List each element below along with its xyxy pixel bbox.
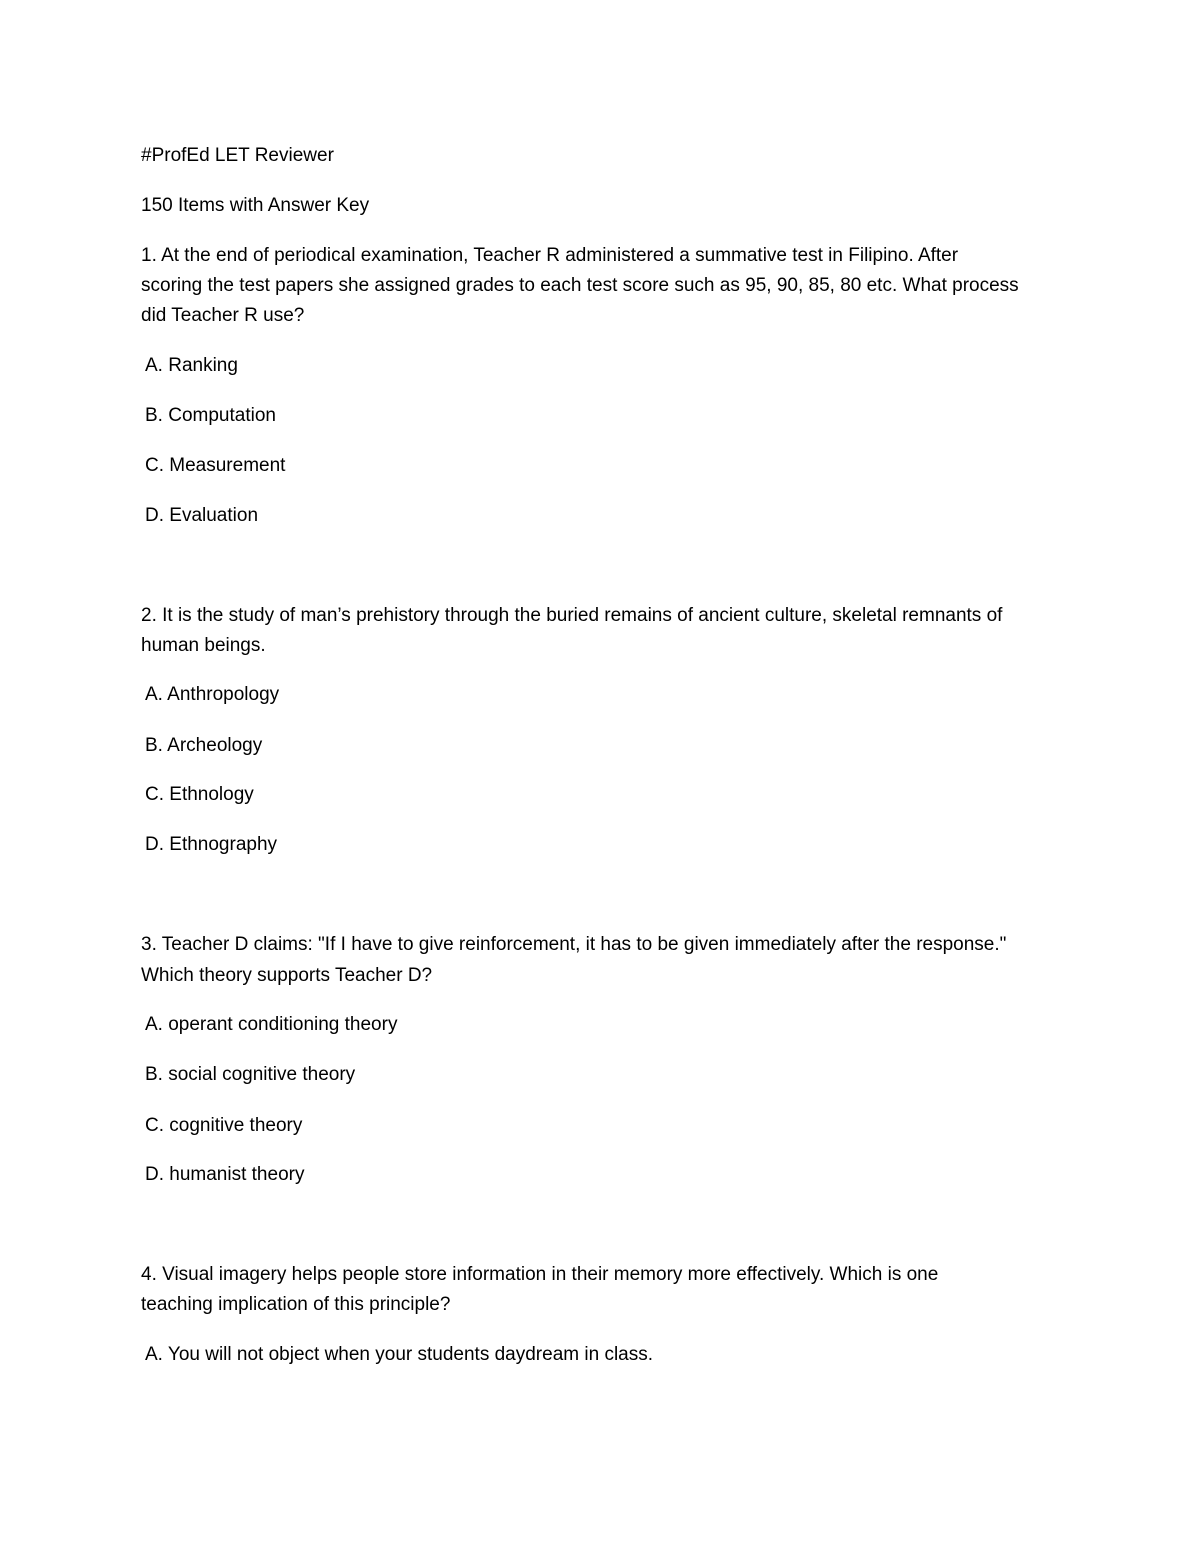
question-1-option-d: D. Evaluation bbox=[145, 505, 259, 526]
question-1-line-3: did Teacher R use? bbox=[141, 305, 305, 326]
question-3-line-2: Which theory supports Teacher D? bbox=[141, 965, 433, 986]
question-3-option-c: C. cognitive theory bbox=[145, 1115, 303, 1136]
question-4-line-1: 4. Visual imagery helps people store information in their memory more effectively. Which is one bbox=[141, 1264, 939, 1285]
question-1-line-2: scoring the test papers she assigned grades to each test score such as 95, 90, 85, 80 etc. What process bbox=[141, 275, 1019, 296]
question-3-option-b: B. social cognitive theory bbox=[145, 1064, 356, 1085]
question-3-line-1: 3. Teacher D claims: "If I have to give reinforcement, it has to be given immediately after the response." bbox=[141, 934, 1007, 955]
document-subtitle: 150 Items with Answer Key bbox=[141, 195, 370, 216]
question-1-option-c: C. Measurement bbox=[145, 455, 286, 476]
question-2-option-d: D. Ethnography bbox=[145, 834, 278, 855]
document-title: #ProfEd LET Reviewer bbox=[141, 145, 334, 166]
question-2-option-c: C. Ethnology bbox=[145, 784, 254, 805]
question-3-option-d: D. humanist theory bbox=[145, 1164, 305, 1185]
question-2-line-1: 2. It is the study of man’s prehistory through the buried remains of ancient culture, skeletal remnants of bbox=[141, 605, 1003, 626]
question-4-option-a: A. You will not object when your students daydream in class. bbox=[145, 1344, 654, 1365]
question-2-option-b: B. Archeology bbox=[145, 735, 263, 756]
question-2-option-a: A. Anthropology bbox=[145, 684, 280, 705]
question-1-option-b: B. Computation bbox=[145, 405, 276, 426]
question-1-line-1: 1. At the end of periodical examination, Teacher R administered a summative test in Filipino. After bbox=[141, 245, 959, 266]
question-4-line-2: teaching implication of this principle? bbox=[141, 1294, 451, 1315]
question-1-option-a: A. Ranking bbox=[145, 355, 238, 376]
question-2-line-2: human beings. bbox=[141, 635, 266, 656]
question-3-option-a: A. operant conditioning theory bbox=[145, 1014, 398, 1035]
